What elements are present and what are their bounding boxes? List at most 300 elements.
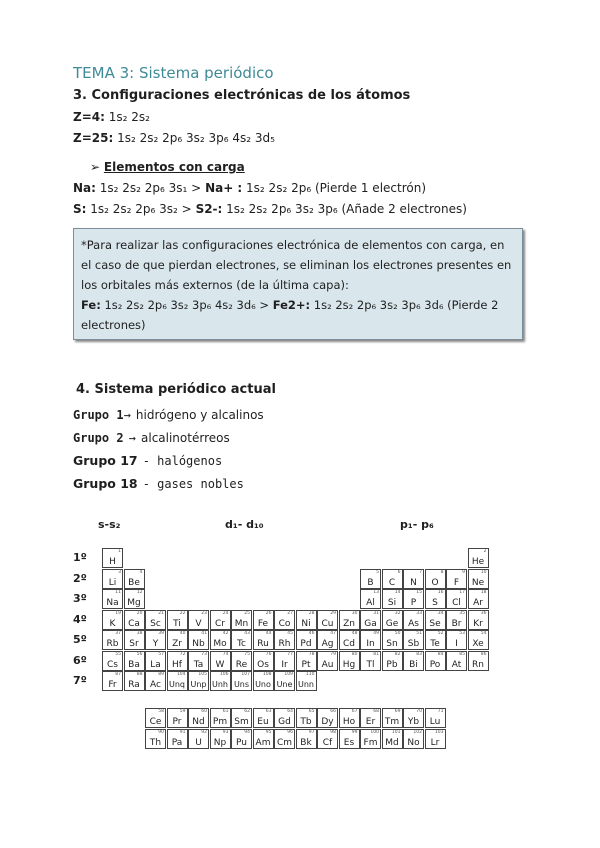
group1-line: [73, 404, 264, 423]
element-cell-i: [446, 630, 467, 650]
element-cell-sm: [231, 708, 252, 728]
atomic-number: 81: [373, 651, 379, 657]
period-label: 6º: [73, 653, 87, 667]
element-symbol: Ge: [385, 618, 399, 629]
element-symbol: Bi: [409, 659, 418, 670]
element-cell-ra: [124, 671, 145, 691]
element-cell-cu: [317, 610, 338, 630]
element-cell-lr: [425, 729, 446, 749]
element-cell-md: [382, 729, 403, 749]
element-symbol: Rb: [106, 639, 119, 649]
atomic-number: 109: [284, 672, 293, 677]
atomic-number: 79: [330, 651, 336, 657]
element-symbol: U: [195, 738, 202, 748]
element-cell-tm: [382, 708, 403, 728]
element-cell-hg: [339, 651, 360, 671]
element-cell-dy: [317, 708, 338, 728]
atomic-number: 71: [437, 709, 444, 714]
element-symbol: Fm: [363, 738, 378, 748]
atomic-number: 92: [201, 730, 207, 735]
element-symbol: S: [432, 598, 438, 608]
atomic-number: 34: [437, 610, 444, 616]
element-symbol: La: [150, 659, 161, 670]
element-cell-nd: [188, 708, 209, 728]
atomic-number: 11: [115, 590, 121, 595]
element-symbol: Th: [149, 738, 162, 748]
element-symbol: Si: [387, 598, 397, 608]
period-label: 1º: [73, 551, 87, 564]
element-symbol: P: [410, 598, 417, 608]
atomic-number: 45: [287, 631, 293, 636]
page-title: TEMA 3: Sistema periódico: [73, 64, 274, 82]
fe-config: 1s₂ 2s₂ 2p₆ 3s₂ 3p₆ 4s₂ 3d₆ >: [100, 298, 273, 312]
element-symbol: Sm: [234, 717, 249, 727]
element-cell-unq: [167, 671, 188, 691]
atomic-number: 85: [459, 651, 465, 657]
atomic-number: 70: [416, 709, 422, 714]
period-label: 5º: [73, 633, 87, 646]
element-cell-po: [425, 651, 446, 671]
element-symbol: Unq: [168, 680, 185, 689]
z4-config: 1s₂ 2s₂: [108, 110, 150, 124]
element-symbol: Np: [213, 738, 227, 748]
atomic-number: 25: [244, 610, 250, 616]
note-text: *Para realizar las configuraciones electrónica de elementos con carga, en el caso de que pierdan electrones, se eliminan los electrones presentes en los orbitales más externos (de la última capa):: [81, 238, 512, 292]
element-cell-cd: [339, 630, 360, 650]
d-block-header: d₁- d₁₀: [225, 518, 264, 531]
group17-label: Grupo 17: [73, 453, 138, 468]
atomic-number: 40: [179, 631, 186, 636]
element-symbol: Cd: [343, 639, 355, 649]
period-label: 2º: [73, 571, 87, 585]
atomic-number: 39: [158, 631, 164, 636]
atomic-number: 108: [262, 672, 272, 677]
element-cell-ru: [253, 630, 274, 650]
element-symbol: Y: [152, 639, 159, 649]
atomic-number: 23: [201, 610, 207, 616]
element-symbol: Ba: [128, 659, 140, 670]
element-cell-ge: [382, 610, 403, 630]
group18-label: Grupo 18: [73, 476, 138, 491]
element-cell-sb: [403, 630, 424, 650]
atomic-number: 33: [416, 610, 422, 616]
element-symbol: Lr: [430, 738, 440, 748]
element-cell-nb: [188, 630, 209, 650]
element-cell-lu: [425, 708, 446, 728]
element-symbol: Lu: [429, 717, 441, 727]
element-symbol: Cf: [322, 738, 333, 748]
element-cell-hf: [167, 651, 188, 671]
element-cell-u: [188, 729, 209, 749]
element-cell-cm: [274, 729, 295, 749]
atomic-number: 20: [136, 610, 143, 616]
element-cell-cr: [210, 610, 231, 630]
element-symbol: Hg: [342, 659, 356, 670]
element-symbol: Sr: [129, 639, 139, 649]
element-cell-unh: [210, 671, 231, 691]
atomic-number: 4: [139, 569, 143, 575]
element-cell-re: [231, 651, 252, 671]
element-cell-ni: [296, 610, 317, 630]
group17-text: - halógenos: [142, 454, 223, 468]
element-symbol: Sn: [386, 639, 398, 649]
atomic-number: 41: [201, 631, 207, 636]
atomic-number: 77: [287, 651, 293, 657]
atomic-number: 106: [219, 672, 229, 677]
element-symbol: Ni: [301, 618, 311, 629]
atomic-number: 73: [201, 651, 207, 657]
element-symbol: Ce: [149, 717, 162, 727]
element-cell-pd: [296, 630, 317, 650]
element-cell-no: [403, 729, 424, 749]
element-symbol: Bk: [300, 738, 312, 748]
element-cell-es: [339, 729, 360, 749]
atomic-number: 110: [305, 672, 315, 677]
s-ion-label: S2-:: [195, 202, 223, 216]
element-cell-k: [102, 610, 123, 630]
element-symbol: Dy: [321, 717, 334, 727]
element-cell-bi: [403, 651, 424, 671]
atomic-number: 18: [480, 590, 487, 595]
atomic-number: 68: [373, 709, 379, 714]
group17-line: [73, 450, 222, 469]
atomic-number: 6: [397, 569, 401, 575]
element-symbol: Pu: [236, 738, 247, 748]
element-symbol: Ta: [193, 659, 204, 670]
atomic-number: 10: [480, 569, 487, 575]
element-cell-c: [382, 569, 403, 589]
element-cell-sc: [145, 610, 166, 630]
atomic-number: 83: [416, 651, 422, 657]
element-cell-o: [425, 569, 446, 589]
atomic-number: 3: [118, 569, 121, 575]
element-cell-tc: [231, 630, 252, 650]
element-cell-h: [102, 548, 123, 568]
element-cell-be: [124, 569, 145, 589]
element-symbol: H: [109, 557, 116, 567]
element-symbol: Ag: [321, 639, 334, 649]
element-symbol: Sb: [407, 639, 420, 649]
element-symbol: V: [195, 618, 202, 629]
atomic-number: 49: [373, 631, 379, 636]
element-cell-as: [403, 610, 424, 630]
atomic-number: 43: [244, 631, 250, 636]
atomic-number: 60: [201, 709, 207, 714]
element-symbol: Cl: [452, 598, 461, 608]
element-cell-la: [145, 651, 166, 671]
atomic-number: 78: [308, 651, 315, 657]
element-symbol: Kr: [473, 618, 483, 629]
group18-line: [73, 473, 244, 492]
atomic-number: 52: [437, 631, 444, 636]
element-symbol: Pa: [171, 738, 183, 748]
element-cell-v: [188, 610, 209, 630]
element-symbol: Cr: [215, 618, 225, 629]
element-cell-rn: [468, 651, 489, 671]
atomic-number: 96: [287, 730, 293, 735]
element-symbol: Unn: [298, 680, 314, 689]
element-cell-p: [403, 589, 424, 609]
element-cell-kr: [468, 610, 489, 630]
atomic-number: 69: [394, 709, 401, 714]
arrow-bullet-icon: ➢: [90, 160, 101, 174]
element-cell-si: [382, 589, 403, 609]
element-cell-ne: [468, 569, 489, 589]
atomic-number: 12: [136, 590, 143, 595]
atomic-number: 38: [136, 631, 143, 636]
element-cell-rh: [274, 630, 295, 650]
element-symbol: Fe: [257, 618, 269, 629]
element-symbol: Zn: [343, 618, 355, 629]
element-symbol: N: [410, 577, 417, 588]
element-symbol: He: [471, 557, 485, 567]
element-cell-pr: [167, 708, 188, 728]
na-line: [73, 181, 426, 195]
element-symbol: Pd: [300, 639, 312, 649]
element-cell-tb: [296, 708, 317, 728]
atomic-number: 76: [265, 651, 272, 657]
element-cell-co: [274, 610, 295, 630]
atomic-number: 101: [391, 730, 401, 735]
atomic-number: 94: [244, 730, 250, 735]
element-symbol: Es: [343, 738, 355, 748]
element-symbol: Tc: [237, 639, 246, 649]
atomic-number: 1: [118, 549, 121, 554]
atomic-number: 35: [459, 610, 465, 616]
element-cell-au: [317, 651, 338, 671]
atomic-number: 24: [222, 610, 229, 616]
na-ion-config: 1s₂ 2s₂ 2p₆ (Pierde 1 electrón): [242, 181, 427, 195]
element-symbol: Rh: [278, 639, 291, 649]
atomic-number: 97: [308, 730, 315, 735]
element-cell-pm: [210, 708, 231, 728]
element-cell-na: [102, 589, 123, 609]
atomic-number: 66: [330, 709, 336, 714]
atomic-number: 93: [222, 730, 229, 735]
charged-heading: Elementos con carga: [103, 160, 245, 174]
z25-label: Z=25:: [73, 131, 114, 145]
element-symbol: Ca: [128, 618, 140, 629]
s-block-header: s-s₂: [98, 518, 121, 531]
element-symbol: Mn: [234, 618, 249, 629]
element-cell-mn: [231, 610, 252, 630]
element-cell-ir: [274, 651, 295, 671]
atomic-number: 84: [437, 651, 444, 657]
element-cell-ga: [360, 610, 381, 630]
element-cell-at: [446, 651, 467, 671]
atomic-number: 107: [241, 672, 250, 677]
element-symbol: Am: [255, 738, 271, 748]
atomic-number: 46: [308, 631, 315, 636]
element-cell-cl: [446, 589, 467, 609]
element-cell-ti: [167, 610, 188, 630]
atomic-number: 2: [483, 549, 487, 554]
element-symbol: Ra: [128, 680, 140, 690]
element-cell-te: [425, 630, 446, 650]
element-symbol: Une: [276, 680, 293, 689]
atomic-number: 44: [265, 631, 272, 636]
element-symbol: Be: [128, 577, 140, 588]
element-cell-ta: [188, 651, 209, 671]
atomic-number: 88: [136, 672, 143, 677]
arrow-right-icon: →: [123, 408, 131, 422]
element-cell-gd: [274, 708, 295, 728]
element-cell-bk: [296, 729, 317, 749]
group2-label: Grupo 2: [73, 431, 124, 445]
element-cell-am: [253, 729, 274, 749]
atomic-number: 62: [244, 709, 250, 714]
element-symbol: Unh: [212, 680, 228, 689]
element-symbol: Hf: [172, 659, 182, 670]
element-symbol: Cm: [276, 738, 293, 748]
element-cell-ac: [145, 671, 166, 691]
section4-heading: 4. Sistema periódico actual: [76, 382, 276, 397]
atomic-number: 15: [416, 590, 422, 595]
element-symbol: C: [388, 577, 396, 588]
charged-heading-row: [90, 160, 245, 174]
atomic-number: 105: [198, 672, 207, 677]
atomic-number: 42: [222, 631, 229, 636]
element-symbol: Ar: [473, 598, 483, 608]
element-cell-er: [360, 708, 381, 728]
element-symbol: Pt: [301, 659, 311, 670]
atomic-number: 90: [158, 730, 164, 735]
atomic-number: 65: [308, 709, 315, 714]
element-symbol: Ho: [342, 717, 356, 727]
atomic-number: 57: [158, 651, 164, 657]
atomic-number: 95: [265, 730, 272, 735]
element-symbol: Er: [365, 717, 376, 727]
element-cell-pa: [167, 729, 188, 749]
atomic-number: 74: [222, 651, 229, 657]
element-symbol: Ir: [281, 659, 288, 670]
element-cell-se: [425, 610, 446, 630]
atomic-number: 48: [351, 631, 358, 636]
element-symbol: Rn: [472, 659, 484, 670]
atomic-number: 13: [373, 590, 379, 595]
fe-ion-label: Fe2+:: [272, 298, 311, 312]
element-symbol: Ru: [257, 639, 269, 649]
element-symbol: Te: [430, 639, 440, 649]
element-symbol: K: [109, 618, 116, 629]
element-cell-al: [360, 589, 381, 609]
atomic-number: 72: [179, 651, 186, 657]
atomic-number: 8: [440, 569, 444, 575]
element-symbol: Tb: [300, 717, 312, 727]
element-cell-ho: [339, 708, 360, 728]
element-symbol: Ac: [150, 680, 161, 690]
atomic-number: 7: [419, 569, 422, 575]
element-cell-s: [425, 589, 446, 609]
element-cell-une: [274, 671, 295, 691]
element-cell-fm: [360, 729, 381, 749]
s-config: 1s₂ 2s₂ 2p₆ 3s₂ >: [86, 202, 196, 216]
element-symbol: Uno: [255, 680, 271, 689]
element-symbol: At: [451, 659, 462, 670]
element-cell-ar: [468, 589, 489, 609]
element-cell-ce: [145, 708, 166, 728]
atomic-number: 27: [287, 610, 293, 616]
element-cell-mo: [210, 630, 231, 650]
element-cell-xe: [468, 630, 489, 650]
group1-label: Grupo 1: [73, 408, 124, 422]
element-symbol: Md: [385, 738, 399, 748]
atomic-number: 100: [370, 730, 379, 735]
atomic-number: 14: [394, 590, 401, 595]
element-cell-os: [253, 651, 274, 671]
element-cell-f: [446, 569, 467, 589]
element-symbol: Na: [106, 598, 119, 608]
atomic-number: 51: [416, 631, 422, 636]
element-symbol: Pm: [212, 717, 228, 727]
element-cell-cf: [317, 729, 338, 749]
element-symbol: Au: [321, 659, 334, 670]
na-ion-label: Na+ :: [205, 181, 243, 195]
element-cell-zr: [167, 630, 188, 650]
atomic-number: 67: [351, 709, 358, 714]
atomic-number: 63: [265, 709, 272, 714]
element-symbol: Cu: [321, 618, 334, 629]
atomic-number: 19: [115, 610, 121, 616]
period-label: 3º: [73, 592, 87, 605]
atomic-number: 75: [244, 651, 250, 657]
element-cell-unp: [188, 671, 209, 691]
element-symbol: Xe: [472, 639, 484, 649]
element-symbol: Li: [108, 577, 117, 588]
element-symbol: Cs: [107, 659, 118, 670]
element-cell-sn: [382, 630, 403, 650]
group2-line: [73, 427, 230, 446]
fe-label: Fe:: [81, 298, 101, 312]
atomic-number: 53: [459, 631, 465, 636]
period-label: 7º: [73, 674, 87, 687]
s-label: S:: [73, 202, 87, 216]
na-config: 1s₂ 2s₂ 2p₆ 3s₁ >: [95, 181, 206, 195]
element-symbol: Tl: [366, 659, 375, 670]
element-cell-ca: [124, 610, 145, 630]
s-ion-config: 1s₂ 2s₂ 2p₆ 3s₂ 3p₆ (Añade 2 electrones): [222, 202, 467, 216]
fe-ion-config: 1s₂ 2s₂ 2p₆ 3s₂ 3p₆ 3d₆ (Pierde 2 electrones): [81, 298, 499, 332]
element-symbol: Br: [451, 618, 462, 629]
element-cell-ba: [124, 651, 145, 671]
section3-heading: 3. Configuraciones electrónicas de los átomos: [73, 88, 411, 103]
element-symbol: Unp: [190, 680, 207, 689]
element-symbol: Pr: [172, 717, 182, 727]
element-symbol: Ne: [471, 577, 485, 588]
element-symbol: Zr: [172, 639, 182, 649]
element-cell-pt: [296, 651, 317, 671]
atomic-number: 91: [179, 730, 186, 735]
atomic-number: 47: [330, 631, 336, 636]
element-cell-fe: [253, 610, 274, 630]
element-cell-in: [360, 630, 381, 650]
element-symbol: Yb: [407, 717, 420, 727]
element-cell-mg: [124, 589, 145, 609]
element-symbol: F: [453, 577, 460, 588]
period-label: 4º: [73, 612, 87, 626]
element-cell-li: [102, 569, 123, 589]
atomic-number: 58: [158, 709, 164, 714]
atomic-number: 54: [480, 631, 487, 636]
atomic-number: 80: [351, 651, 358, 657]
group2-text: alcalinotérreos: [141, 431, 230, 445]
z25-config: 1s₂ 2s₂ 2p₆ 3s₂ 3p₆ 4s₂ 3d₅: [117, 131, 275, 145]
element-symbol: Mg: [127, 598, 141, 608]
atomic-number: 22: [179, 610, 186, 616]
element-symbol: Eu: [257, 717, 269, 727]
element-cell-zn: [339, 610, 360, 630]
element-symbol: Re: [235, 659, 248, 670]
